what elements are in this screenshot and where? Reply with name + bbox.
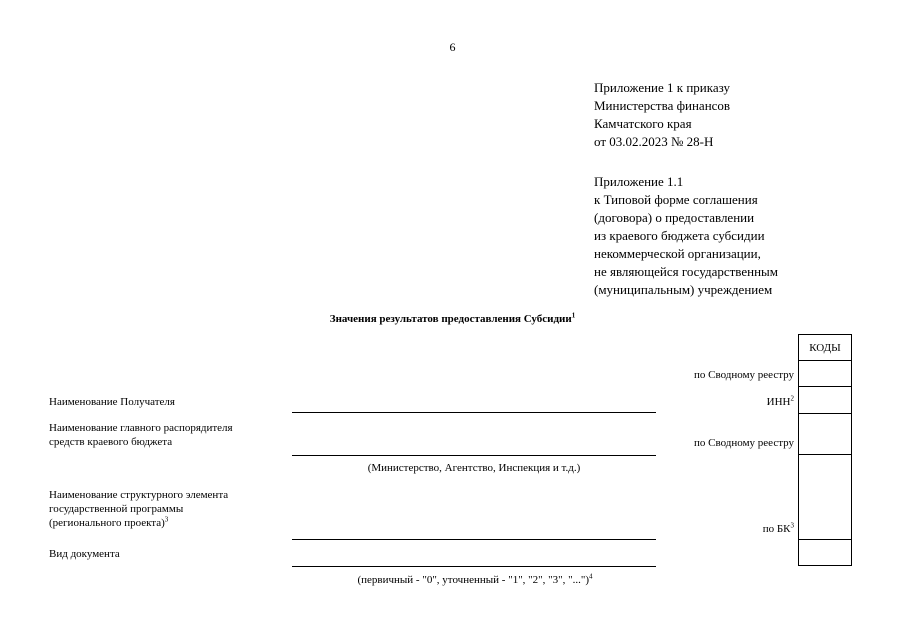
- inn-label-text: ИНН: [766, 396, 791, 408]
- svodny-reestr-label: по Сводному реестру: [694, 369, 794, 381]
- codes-header: КОДЫ: [799, 335, 852, 361]
- recipient-label: Наименование Получателя: [49, 396, 175, 408]
- svodny-reestr-manager-label: по Сводному реестру: [694, 437, 794, 449]
- approval-line: Камчатского края: [594, 116, 692, 131]
- appendix-line: (муниципальным) учреждением: [594, 282, 773, 297]
- structural-element-label: [49, 488, 228, 530]
- footnote-mark: 2: [790, 394, 794, 403]
- structural-label-line: Наименование структурного элемента: [49, 489, 229, 501]
- structural-label-line: [49, 516, 228, 530]
- footnote-mark: 1: [571, 311, 576, 320]
- inn-label: [767, 396, 794, 408]
- manager-label-line: средств краевого бюджета: [49, 436, 173, 448]
- manager-label-line: Наименование главного распорядителя: [49, 422, 233, 434]
- code-cell-svodny-recipient[interactable]: [799, 361, 852, 387]
- appendix-line: некоммерческой организации,: [594, 246, 761, 261]
- page-number: 6: [449, 40, 456, 54]
- manager-label: [49, 421, 233, 449]
- structural-element-field[interactable]: [292, 539, 656, 540]
- structural-label-text: (регионального проекта): [49, 517, 165, 529]
- manager-field[interactable]: [292, 455, 656, 456]
- approval-line: Приложение 1 к приказу: [594, 80, 731, 95]
- code-cell-doc-type[interactable]: [799, 540, 852, 566]
- bk-label: [763, 523, 794, 535]
- footnote-mark: 4: [589, 572, 593, 581]
- doc-type-hint-text: (первичный - "0", уточненный - "1", "2", "3", "..."): [357, 574, 590, 586]
- footnote-mark: 3: [164, 515, 169, 524]
- code-cell-svodny-manager[interactable]: [799, 414, 852, 455]
- form-title: [0, 313, 905, 325]
- manager-hint: (Министерство, Агентство, Инспекция и т.д.): [367, 462, 581, 474]
- doc-type-hint: [250, 574, 700, 586]
- approval-reference: [594, 79, 730, 151]
- appendix-line: Приложение 1.1: [594, 174, 684, 189]
- approval-line: Министерства финансов: [594, 98, 731, 113]
- code-cell-bk[interactable]: [799, 455, 852, 540]
- code-cell-inn[interactable]: [799, 387, 852, 414]
- doc-type-label: Вид документа: [49, 548, 120, 560]
- doc-type-field[interactable]: [292, 566, 656, 567]
- bk-label-text: по БК: [762, 523, 791, 535]
- appendix-reference: [594, 173, 778, 299]
- structural-label-line: государственной программы: [49, 503, 184, 515]
- appendix-line: не являющейся государственным: [594, 264, 778, 279]
- recipient-field[interactable]: [292, 412, 656, 413]
- codes-table: [798, 334, 852, 566]
- approval-line: от 03.02.2023 № 28-Н: [594, 134, 714, 149]
- appendix-line: к Типовой форме соглашения: [594, 192, 758, 207]
- appendix-line: из краевого бюджета субсидии: [594, 228, 765, 243]
- appendix-line: (договора) о предоставлении: [594, 210, 755, 225]
- footnote-mark: 3: [790, 521, 794, 530]
- form-title-text: Значения результатов предоставления Субсидии: [329, 313, 572, 325]
